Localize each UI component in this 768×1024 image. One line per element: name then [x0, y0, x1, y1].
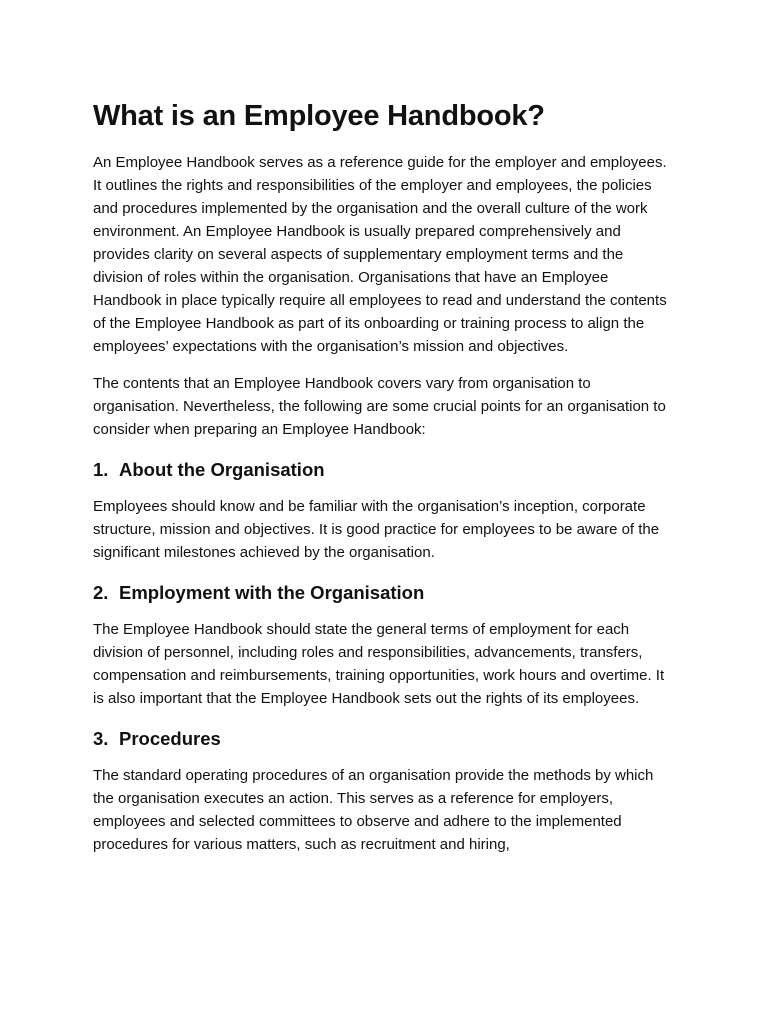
section-body: The Employee Handbook should state the general terms of employment for each division of personnel, including roles and responsibilities, advancements, transfers, compensation and reimbursements, training opportunities, work hours and overtime. It is also important that the Employee Handbook sets out the rights of its employees. [93, 621, 665, 707]
document-page [93, 97, 675, 870]
section-employment [93, 580, 675, 710]
section-heading [93, 726, 675, 752]
section-about-organisation [93, 457, 675, 564]
section-number: 2. [93, 582, 109, 603]
section-number: 1. [93, 459, 109, 480]
section-heading [93, 457, 675, 483]
section-heading [93, 580, 675, 606]
document-title: What is an Employee Handbook? [93, 100, 545, 132]
section-procedures [93, 726, 675, 856]
intro-paragraph: An Employee Handbook serves as a reference guide for the employer and employees. It outlines the rights and responsibilities of the employer and employees, the policies and procedures implemented by the organisation and the overall culture of the work environment. An Employee Handbook is usually prepared comprehensively and provides clarity on several aspects of supplementary employment terms and the division of roles within the organisation. Organisations that have an Employee Handbook in place typically require all employees to read and understand the contents of the Employee Handbook as part of its onboarding or training process to align the employees’ expectations with the organisation’s mission and objectives. [93, 154, 667, 355]
section-body: The standard operating procedures of an organisation provide the methods by which the organisation executes an action. This serves as a reference for employers, employees and selected committees to observe and adhere to the implemented procedures for various matters, such as recruitment and hiring, [93, 767, 654, 853]
section-title: Procedures [119, 728, 221, 749]
section-title: About the Organisation [119, 459, 325, 480]
section-number: 3. [93, 728, 109, 749]
section-title: Employment with the Organisation [119, 582, 425, 603]
section-body: Employees should know and be familiar with the organisation’s inception, corporate structure, mission and objectives. It is good practice for employees to be aware of the significant milestones achieved by the organisation. [93, 498, 660, 561]
intro-paragraph: The contents that an Employee Handbook covers vary from organisation to organisation. Nevertheless, the following are some crucial points for an organisation to consider when preparing an Employee Handbook: [93, 375, 666, 438]
